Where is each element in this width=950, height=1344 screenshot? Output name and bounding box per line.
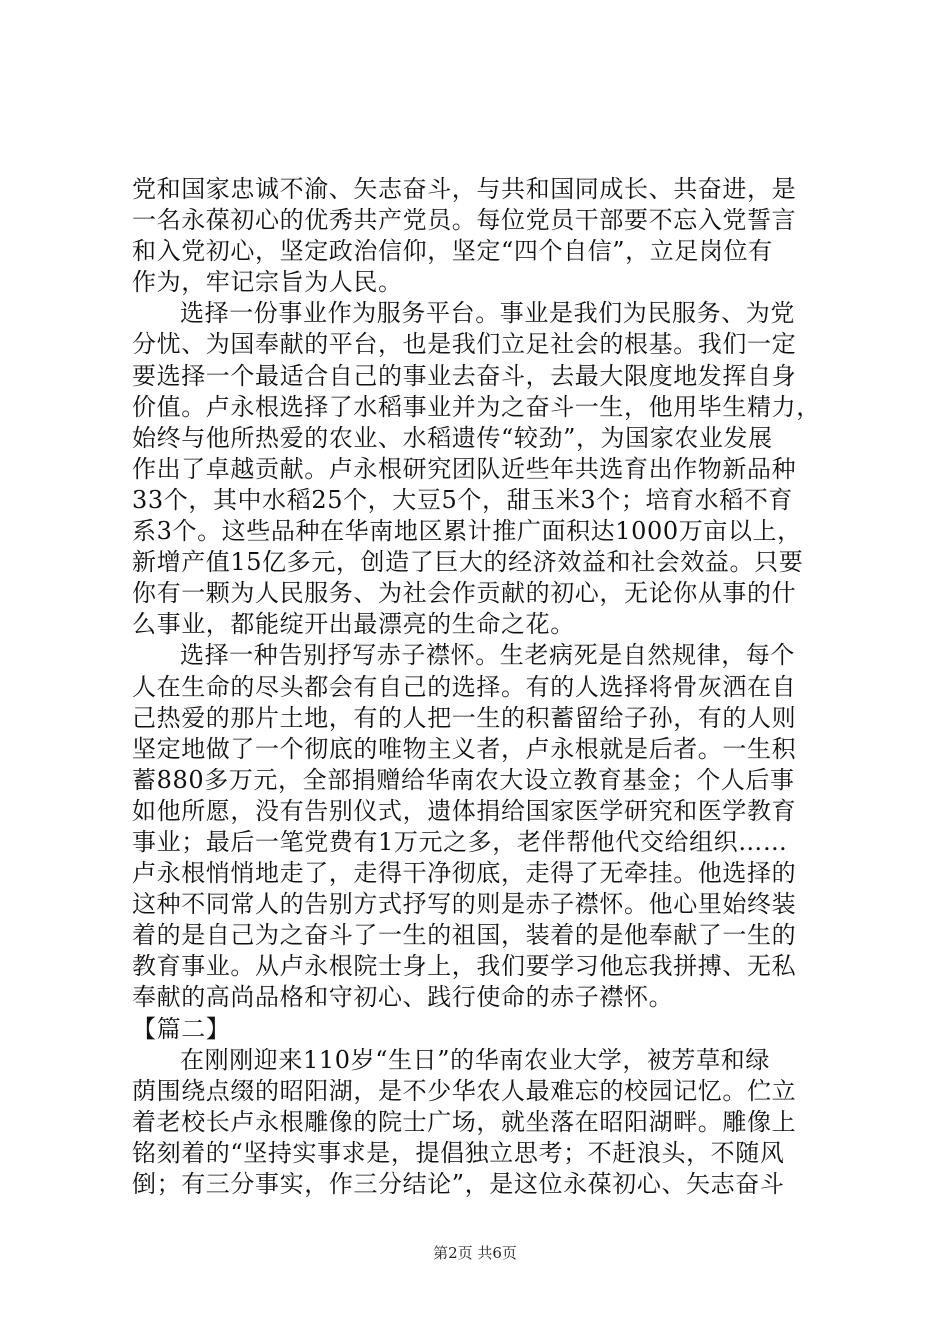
text-line: 荫围绕点缀的昭阳湖，是不少华农人最难忘的校园记忆。伫立 xyxy=(132,1076,797,1105)
text-line: 奉献的高尚品格和守初心、践行使命的赤子襟怀。 xyxy=(132,983,674,1012)
text-line: 教育事业。从卢永根院士身上，我们要学习他忘我拼搏、无私 xyxy=(132,952,797,981)
text-line: 分忧、为国奉献的平台，也是我们立足社会的根基。我们一定 xyxy=(132,330,797,359)
text-line: 蓄880多万元，全部捐赠给华南农大设立教育基金；个人后事 xyxy=(132,765,795,794)
text-line: 如他所愿，没有告别仪式，遗体捐给国家医学研究和医学教育 xyxy=(132,796,797,825)
text-line: 铭刻着的“坚持实事求是，提倡独立思考；不赶浪头，不随风 xyxy=(132,1138,785,1167)
text-line: 人在生命的尽头都会有自己的选择。有的人选择将骨灰洒在自 xyxy=(132,672,797,701)
text-line: 选择一份事业作为服务平台。事业是我们为民服务、为党 xyxy=(180,299,795,328)
text-line: 么事业，都能绽开出最漂亮的生命之花。 xyxy=(132,610,575,639)
text-line: 倒；有三分事实，作三分结论”，是这位永葆初心、矢志奋斗 xyxy=(132,1170,785,1198)
text-line: 你有一颗为人民服务、为社会作贡献的初心，无论你从事的什 xyxy=(132,579,797,608)
text-line: 和入党初心，坚定政治信仰，坚定“四个自信”，立足岗位有 xyxy=(132,237,773,266)
text-line: 己热爱的那片土地，有的人把一生的积蓄留给子孙，有的人则 xyxy=(132,703,797,732)
text-line: 事业；最后一笔党费有1万元之多，老伴帮他代交给组织…… xyxy=(132,827,788,856)
text-line: 作为，牢记宗旨为人民。 xyxy=(132,268,403,297)
text-line: 党和国家忠诚不渝、矢志奋斗，与共和国同成长、共奋进，是 xyxy=(132,175,797,203)
section-heading: 【篇二】 xyxy=(132,1014,231,1043)
text-line: 新增产值15亿多元，创造了巨大的经济效益和社会效益。只要 xyxy=(132,548,804,577)
text-line: 一名永葆初心的优秀共产党员。每位党员干部要不忘入党誓言 xyxy=(132,206,797,235)
text-line: 着老校长卢永根雕像的院士广场，就坐落在昭阳湖畔。雕像上 xyxy=(132,1107,797,1136)
text-line: 坚定地做了一个彻底的唯物主义者，卢永根就是后者。一生积 xyxy=(132,734,797,763)
text-line: 卢永根悄悄地走了，走得干净彻底，走得了无牵挂。他选择的 xyxy=(132,859,797,888)
text-line: 作出了卓越贡献。卢永根研究团队近些年共选育出作物新品种 xyxy=(132,454,797,483)
document-body xyxy=(132,174,832,1200)
text-line: 价值。卢永根选择了水稻事业并为之奋斗一生，他用毕生精力， xyxy=(132,392,821,421)
text-line: 33个，其中水稻25个，大豆5个，甜玉米3个；培育水稻不育 xyxy=(132,485,794,514)
text-line: 这种不同常人的告别方式抒写的则是赤子襟怀。他心里始终装 xyxy=(132,890,797,919)
page-number-footer: 第2页 共6页 xyxy=(433,1244,517,1262)
text-line: 选择一种告别抒写赤子襟怀。生老病死是自然规律，每个 xyxy=(180,641,795,670)
text-line: 始终与他所热爱的农业、水稻遗传“较劲”，为国家农业发展 xyxy=(132,423,773,452)
text-line: 在刚刚迎来110岁“生日”的华南农业大学，被芳草和绿 xyxy=(180,1045,770,1074)
text-line: 着的是自己为之奋斗了一生的祖国，装着的是他奉献了一生的 xyxy=(132,921,797,950)
text-line: 要选择一个最适合自己的事业去奋斗，去最大限度地发挥自身 xyxy=(132,361,797,390)
text-line: 系3个。这些品种在华南地区累计推广面积达1000万亩以上， xyxy=(132,517,802,546)
